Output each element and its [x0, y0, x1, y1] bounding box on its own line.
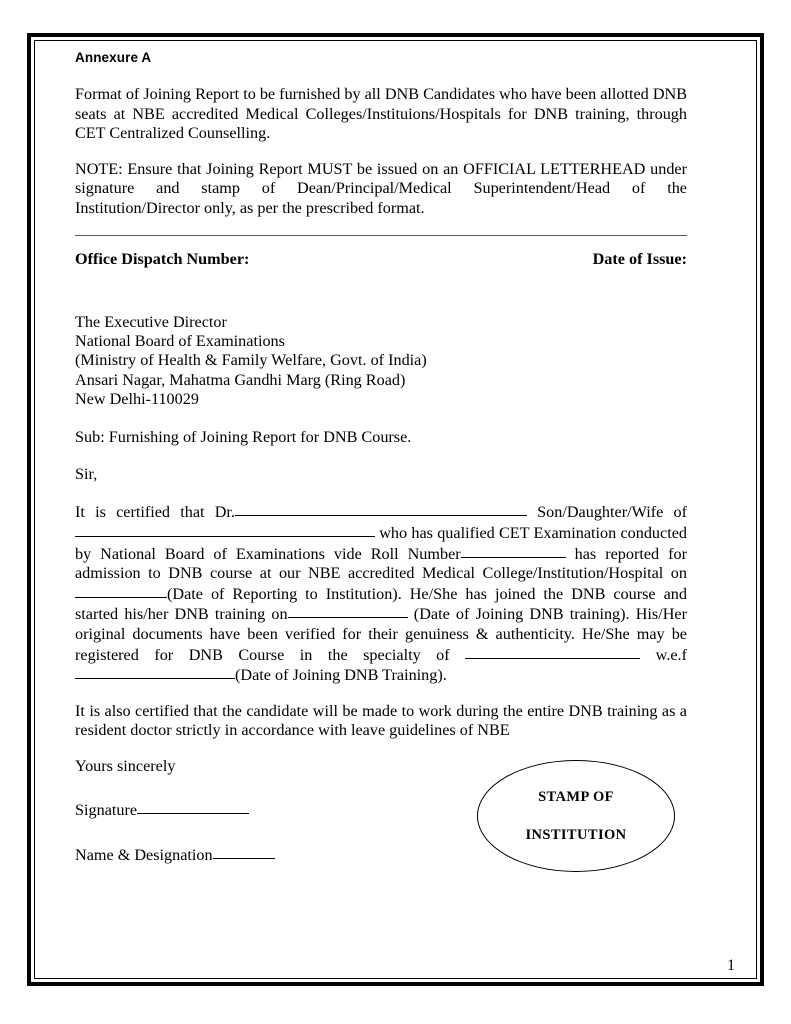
certification-paragraph [75, 502, 687, 685]
section-divider [75, 235, 687, 236]
certification-segment: It is certified that Dr. [75, 503, 235, 522]
addressee-block [75, 313, 687, 410]
signature-blank[interactable] [137, 800, 249, 814]
addressee-line: New Delhi-110029 [75, 390, 199, 409]
certification-segment: (Date of Joining DNB training). His/Her original documents have been verified for their genuiness & authenticity. He/She may be registered for DNB Course in the specialty of [75, 605, 687, 664]
certification-segment: (Date of Reporting to Institution). He/She has joined the DNB course and started his/her DNB training on [75, 584, 687, 624]
date-of-joining-blank[interactable] [288, 604, 408, 618]
stamp-line-1: STAMP OF [538, 788, 614, 805]
note-paragraph: NOTE: Ensure that Joining Report MUST be issued on an OFFICIAL LETTERHEAD under signature and stamp of Dean/Principal/Medical Superintendent/Head of the Institution/Director only, as per the prescribed format. [75, 159, 687, 217]
certification-segment: w.e.f [640, 645, 687, 664]
addressee-line: The Executive Director [75, 312, 227, 331]
date-of-reporting-blank[interactable] [75, 584, 167, 598]
certification-segment: Son/Daughter/Wife of [526, 503, 687, 522]
name-designation-blank[interactable] [213, 845, 275, 859]
candidate-name-blank[interactable] [235, 502, 527, 516]
intro-paragraph: Format of Joining Report to be furnished by all DNB Candidates who have been allotted DNB seats at NBE accredited Medical Colleges/Instituions/Hospitals for DNB training, through CET Centralized Counselling. [75, 85, 687, 143]
page-number: 1 [727, 957, 735, 974]
parent-name-blank[interactable] [75, 523, 375, 537]
additional-certification-paragraph: It is also certified that the candidate will be made to work during the entire DNB training as a resident doctor strictly in accordance with leave guidelines of NBE [75, 701, 687, 740]
certification-segment: has reported for admission to DNB course at our NBE accredited Medical College/Institution/Hospital on [75, 544, 687, 583]
roll-number-blank[interactable] [461, 544, 566, 558]
specialty-blank[interactable] [465, 645, 640, 659]
office-dispatch-number-label: Office Dispatch Number: [75, 249, 250, 268]
name-designation-label: Name & Designation [75, 845, 213, 864]
salutation: Sir, [75, 465, 98, 483]
wef-date-blank[interactable] [75, 665, 235, 679]
certification-segment: (Date of Joining DNB Training). [235, 666, 447, 685]
stamp-of-institution-placeholder [477, 760, 675, 872]
dispatch-row [75, 250, 687, 269]
addressee-line: (Ministry of Health & Family Welfare, Govt. of India) [75, 351, 427, 370]
signature-label: Signature [75, 801, 138, 820]
stamp-line-2: INSTITUTION [525, 827, 627, 843]
addressee-line: National Board of Examinations [75, 331, 285, 350]
yours-sincerely-label: Yours sincerely [75, 756, 176, 775]
date-of-issue-label: Date of Issue: [592, 249, 687, 268]
page-title: Annexure A [75, 50, 152, 65]
subject-line: Sub: Furnishing of Joining Report for DNB Course. [75, 427, 412, 446]
addressee-line: Ansari Nagar, Mahatma Gandhi Marg (Ring Road) [75, 370, 406, 389]
certification-segment: who has qualified CET Examination conducted by National Board of Examinations vide Roll Number [75, 524, 687, 563]
